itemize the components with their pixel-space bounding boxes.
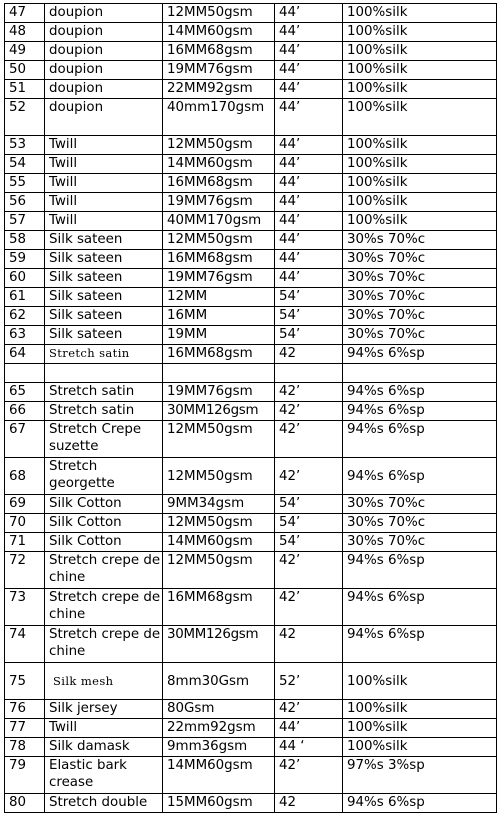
fabric-name-cell: Twill <box>45 155 163 174</box>
row-number-cell: 62 <box>5 307 45 326</box>
composition-cell: 100%silk <box>343 700 497 719</box>
composition-cell: 94%s 6%sp <box>343 589 497 626</box>
width-cell: 54’ <box>275 307 343 326</box>
width-cell: 44’ <box>275 136 343 155</box>
fabric-name-cell: Elastic bark crease <box>45 757 163 794</box>
composition-cell: 100%silk <box>343 155 497 174</box>
fabric-name-cell: Twill <box>45 193 163 212</box>
weight-spec-cell: 16MM <box>163 307 275 326</box>
weight-spec-cell: 14MM60gsm <box>163 155 275 174</box>
composition-cell: 30%s 70%c <box>343 288 497 307</box>
width-cell: 42’ <box>275 552 343 589</box>
composition-cell: 100%silk <box>343 193 497 212</box>
weight-spec-cell: 30MM126gsm <box>163 402 275 421</box>
weight-spec-cell: 12MM50gsm <box>163 514 275 533</box>
weight-spec-cell: 30MM126gsm <box>163 626 275 663</box>
weight-spec-cell: 19MM <box>163 326 275 345</box>
fabric-name-cell: Twill <box>45 174 163 193</box>
row-number-cell: 71 <box>5 533 45 552</box>
table-row <box>5 345 497 364</box>
row-number-cell: 76 <box>5 700 45 719</box>
table-row <box>5 136 497 155</box>
row-number-cell: 73 <box>5 589 45 626</box>
fabric-name-cell: Stretch crepe de chine <box>45 589 163 626</box>
row-number-cell: 55 <box>5 174 45 193</box>
row-number-cell <box>5 364 45 383</box>
row-number-cell: 74 <box>5 626 45 663</box>
table-row <box>5 402 497 421</box>
table-row <box>5 495 497 514</box>
row-number-cell: 80 <box>5 794 45 813</box>
row-number-cell: 67 <box>5 421 45 458</box>
table-row <box>5 626 497 663</box>
composition-cell: 100%silk <box>343 42 497 61</box>
row-number-cell: 51 <box>5 80 45 99</box>
table-row <box>5 212 497 231</box>
width-cell: 52’ <box>275 663 343 700</box>
weight-spec-cell: 12MM50gsm <box>163 552 275 589</box>
fabric-name-cell: doupion <box>45 61 163 80</box>
fabric-name-cell: Stretch georgette <box>45 458 163 495</box>
fabric-name-cell: Twill <box>45 212 163 231</box>
composition-cell: 97%s 3%sp <box>343 757 497 794</box>
composition-cell: 94%s 6%sp <box>343 345 497 364</box>
width-cell: 44’ <box>275 4 343 23</box>
weight-spec-cell: 9MM34gsm <box>163 495 275 514</box>
table-row <box>5 663 497 700</box>
composition-cell: 100%silk <box>343 719 497 738</box>
composition-cell: 100%silk <box>343 663 497 700</box>
composition-cell: 94%s 6%sp <box>343 552 497 589</box>
width-cell: 44’ <box>275 231 343 250</box>
width-cell: 42’ <box>275 421 343 458</box>
table-row <box>5 23 497 42</box>
width-cell: 42’ <box>275 458 343 495</box>
weight-spec-cell: 12MM <box>163 288 275 307</box>
composition-cell: 30%s 70%c <box>343 495 497 514</box>
fabric-name-cell: Silk Cotton <box>45 533 163 552</box>
width-cell: 54’ <box>275 533 343 552</box>
table-row <box>5 269 497 288</box>
row-number-cell: 69 <box>5 495 45 514</box>
weight-spec-cell: 22MM92gsm <box>163 80 275 99</box>
width-cell: 44’ <box>275 269 343 288</box>
table-row <box>5 757 497 794</box>
composition-cell: 100%silk <box>343 738 497 757</box>
weight-spec-cell: 16MM68gsm <box>163 589 275 626</box>
weight-spec-cell: 12MM50gsm <box>163 4 275 23</box>
weight-spec-cell: 14MM60gsm <box>163 533 275 552</box>
table-row <box>5 533 497 552</box>
width-cell: 42’ <box>275 402 343 421</box>
fabric-name-cell: doupion <box>45 42 163 61</box>
row-number-cell: 66 <box>5 402 45 421</box>
weight-spec-cell: 16MM68gsm <box>163 174 275 193</box>
fabric-name-cell: Silk sateen <box>45 307 163 326</box>
fabric-name-cell: Stretch crepe de chine <box>45 552 163 589</box>
table-row <box>5 307 497 326</box>
row-number-cell: 64 <box>5 345 45 364</box>
fabric-name-cell: Stretch satin <box>45 402 163 421</box>
width-cell: 42’ <box>275 700 343 719</box>
row-number-cell: 58 <box>5 231 45 250</box>
table-row <box>5 794 497 813</box>
width-cell: 54’ <box>275 514 343 533</box>
weight-spec-cell <box>163 364 275 383</box>
weight-spec-cell: 16MM68gsm <box>163 42 275 61</box>
fabric-name-cell: Silk sateen <box>45 288 163 307</box>
width-cell: 42’ <box>275 589 343 626</box>
table-row <box>5 42 497 61</box>
table-row <box>5 174 497 193</box>
fabric-name-cell: Silk sateen <box>45 269 163 288</box>
fabric-name-cell: Stretch satin <box>45 345 163 364</box>
table-row <box>5 250 497 269</box>
row-number-cell: 48 <box>5 23 45 42</box>
composition-cell: 100%silk <box>343 99 497 136</box>
fabric-name-cell: Twill <box>45 136 163 155</box>
composition-cell: 100%silk <box>343 80 497 99</box>
width-cell: 44’ <box>275 42 343 61</box>
fabric-name-cell: Stretch double <box>45 794 163 813</box>
width-cell <box>275 364 343 383</box>
composition-cell: 30%s 70%c <box>343 231 497 250</box>
composition-cell: 100%silk <box>343 4 497 23</box>
fabric-table-body <box>5 4 497 813</box>
width-cell: 44’ <box>275 250 343 269</box>
weight-spec-cell: 12MM50gsm <box>163 231 275 250</box>
width-cell: 44’ <box>275 80 343 99</box>
fabric-name-cell: doupion <box>45 23 163 42</box>
row-number-cell: 75 <box>5 663 45 700</box>
fabric-name-cell: Silk Cotton <box>45 495 163 514</box>
weight-spec-cell: 12MM50gsm <box>163 421 275 458</box>
weight-spec-cell: 19MM76gsm <box>163 383 275 402</box>
fabric-name-cell: Twill <box>45 719 163 738</box>
table-row <box>5 514 497 533</box>
width-cell: 54’ <box>275 326 343 345</box>
width-cell: 44 ‘ <box>275 738 343 757</box>
table-row <box>5 738 497 757</box>
row-number-cell: 47 <box>5 4 45 23</box>
fabric-name-cell: Stretch satin <box>45 383 163 402</box>
table-row <box>5 552 497 589</box>
row-number-cell: 52 <box>5 99 45 136</box>
composition-cell: 100%silk <box>343 23 497 42</box>
row-number-cell: 56 <box>5 193 45 212</box>
width-cell: 44’ <box>275 719 343 738</box>
table-row <box>5 421 497 458</box>
composition-cell: 94%s 6%sp <box>343 458 497 495</box>
table-row <box>5 383 497 402</box>
width-cell: 42 <box>275 794 343 813</box>
width-cell: 42 <box>275 626 343 663</box>
row-number-cell: 63 <box>5 326 45 345</box>
fabric-name-cell: Silk Cotton <box>45 514 163 533</box>
row-number-cell: 79 <box>5 757 45 794</box>
table-row <box>5 80 497 99</box>
table-row <box>5 589 497 626</box>
weight-spec-cell: 14MM60gsm <box>163 23 275 42</box>
width-cell: 42 <box>275 345 343 364</box>
table-row <box>5 61 497 80</box>
table-row <box>5 700 497 719</box>
fabric-name-cell: Stretch Crepe suzette <box>45 421 163 458</box>
row-number-cell: 65 <box>5 383 45 402</box>
fabric-name-cell: doupion <box>45 4 163 23</box>
composition-cell: 94%s 6%sp <box>343 421 497 458</box>
width-cell: 44’ <box>275 155 343 174</box>
composition-cell: 30%s 70%c <box>343 269 497 288</box>
composition-cell <box>343 364 497 383</box>
weight-spec-cell: 8mm30Gsm <box>163 663 275 700</box>
row-number-cell: 50 <box>5 61 45 80</box>
weight-spec-cell: 19MM76gsm <box>163 61 275 80</box>
fabric-name-cell: Silk damask <box>45 738 163 757</box>
fabric-name-cell: Silk mesh <box>45 663 163 700</box>
fabric-table <box>4 3 497 813</box>
weight-spec-cell: 19MM76gsm <box>163 193 275 212</box>
weight-spec-cell: 16MM68gsm <box>163 345 275 364</box>
composition-cell: 30%s 70%c <box>343 326 497 345</box>
weight-spec-cell: 12MM50gsm <box>163 458 275 495</box>
weight-spec-cell: 19MM76gsm <box>163 269 275 288</box>
fabric-name-cell: Silk sateen <box>45 250 163 269</box>
width-cell: 44’ <box>275 61 343 80</box>
width-cell: 44’ <box>275 174 343 193</box>
row-number-cell: 61 <box>5 288 45 307</box>
composition-cell: 94%s 6%sp <box>343 383 497 402</box>
fabric-name-cell <box>45 364 163 383</box>
fabric-name-cell: doupion <box>45 80 163 99</box>
composition-cell: 30%s 70%c <box>343 533 497 552</box>
table-row <box>5 231 497 250</box>
composition-cell: 100%silk <box>343 212 497 231</box>
row-number-cell: 57 <box>5 212 45 231</box>
width-cell: 44’ <box>275 193 343 212</box>
table-row <box>5 99 497 136</box>
row-number-cell: 54 <box>5 155 45 174</box>
fabric-name-cell: Silk sateen <box>45 326 163 345</box>
row-number-cell: 72 <box>5 552 45 589</box>
fabric-name-cell: Silk sateen <box>45 231 163 250</box>
fabric-name-cell: Silk jersey <box>45 700 163 719</box>
row-number-cell: 53 <box>5 136 45 155</box>
table-row-empty <box>5 364 497 383</box>
composition-cell: 94%s 6%sp <box>343 794 497 813</box>
composition-cell: 30%s 70%c <box>343 307 497 326</box>
width-cell: 44’ <box>275 212 343 231</box>
width-cell: 42’ <box>275 757 343 794</box>
width-cell: 54’ <box>275 495 343 514</box>
weight-spec-cell: 15MM60gsm <box>163 794 275 813</box>
row-number-cell: 49 <box>5 42 45 61</box>
weight-spec-cell: 12MM50gsm <box>163 136 275 155</box>
table-row <box>5 326 497 345</box>
fabric-name-cell: Stretch crepe de chine <box>45 626 163 663</box>
table-row <box>5 155 497 174</box>
table-row <box>5 458 497 495</box>
row-number-cell: 78 <box>5 738 45 757</box>
weight-spec-cell: 9mm36gsm <box>163 738 275 757</box>
composition-cell: 100%silk <box>343 136 497 155</box>
width-cell: 44’ <box>275 99 343 136</box>
fabric-name-cell: doupion <box>45 99 163 136</box>
composition-cell: 94%s 6%sp <box>343 402 497 421</box>
table-row <box>5 288 497 307</box>
table-row <box>5 193 497 212</box>
width-cell: 54’ <box>275 288 343 307</box>
row-number-cell: 60 <box>5 269 45 288</box>
weight-spec-cell: 22mm92gsm <box>163 719 275 738</box>
composition-cell: 30%s 70%c <box>343 250 497 269</box>
width-cell: 42’ <box>275 383 343 402</box>
weight-spec-cell: 40MM170gsm <box>163 212 275 231</box>
row-number-cell: 68 <box>5 458 45 495</box>
row-number-cell: 77 <box>5 719 45 738</box>
table-row <box>5 4 497 23</box>
composition-cell: 100%silk <box>343 61 497 80</box>
table-row <box>5 719 497 738</box>
composition-cell: 100%silk <box>343 174 497 193</box>
weight-spec-cell: 14MM60gsm <box>163 757 275 794</box>
row-number-cell: 59 <box>5 250 45 269</box>
width-cell: 44’ <box>275 23 343 42</box>
composition-cell: 30%s 70%c <box>343 514 497 533</box>
weight-spec-cell: 40mm170gsm <box>163 99 275 136</box>
weight-spec-cell: 16MM68gsm <box>163 250 275 269</box>
row-number-cell: 70 <box>5 514 45 533</box>
composition-cell: 94%s 6%sp <box>343 626 497 663</box>
weight-spec-cell: 80Gsm <box>163 700 275 719</box>
